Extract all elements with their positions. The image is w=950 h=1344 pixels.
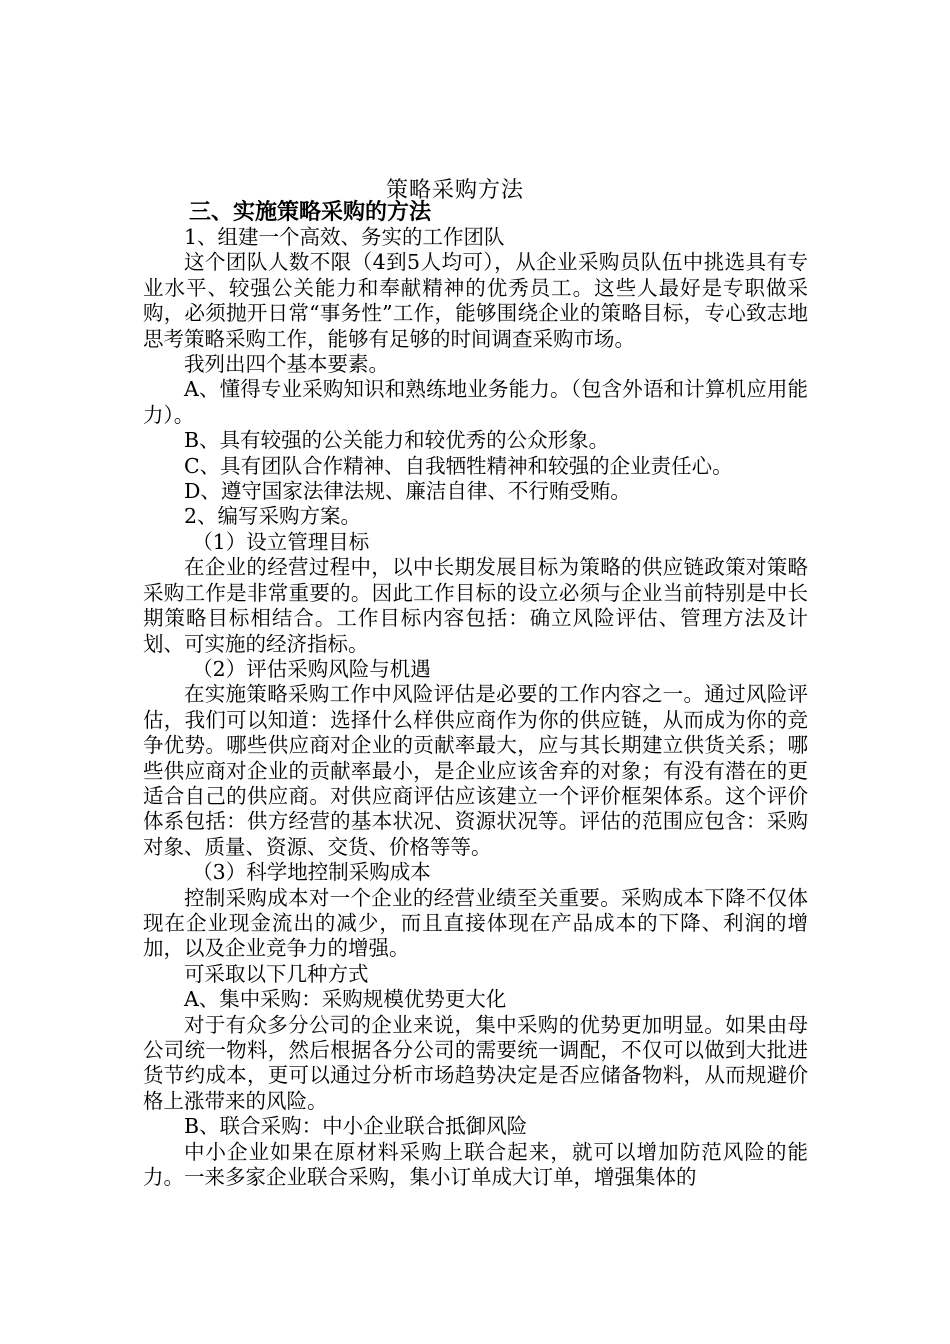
paragraph-joint: 中小企业如果在原材料采购上联合起来，就可以增加防范风险的能力。一来多家企业联合采购，集小订单成大订单，增强集体的 [143, 1139, 808, 1190]
list-item-a: A、懂得专业采购知识和熟练地业务能力。（包含外语和计算机应用能力）。 [143, 377, 808, 427]
list-item-b: B、具有较强的公关能力和较优秀的公众形象。 [184, 428, 610, 453]
document-body [143, 225, 808, 1190]
paragraph-four-elements: 我列出四个基本要素。 [184, 352, 389, 377]
paragraph-team: 这个团队人数不限（4到5人均可），从企业采购员队伍中挑选具有专业水平、较强公关能力和奉献精神的优秀员工。这些人最好是专职做采购，必须抛开日常“事务性”工作，能够围绕企业的策略目标，专心致志地思考策略采购工作，能够有足够的时间调查采购市场。 [143, 250, 808, 351]
method-heading-centralized: A、集中采购：采购规模优势更大化 [184, 987, 507, 1012]
subheading-cost: （3）科学地控制采购成本 [192, 860, 431, 885]
paragraph-risk: 在实施策略采购工作中风险评估是必要的工作内容之一。通过风险评估，我们可以知道：选择什么样供应商作为你的供应链，从而成为你的竞争优势。哪些供应商对企业的贡献率最大，应与其长期建立供货关系；哪些供应商对企业的贡献率最小，是企业应该舍弃的对象；有没有潜在的更适合自己的供应商。对供应商评估应该建立一个评价框架体系。这个评价体系包括：供方经营的基本状况、资源状况等。评估的范围应包含：采购对象、质量、资源、交货、价格等等。 [143, 682, 808, 859]
subheading-goals: （1）设立管理目标 [192, 529, 370, 554]
paragraph-methods: 可采取以下几种方式 [184, 961, 369, 986]
paragraph-centralized: 对于有众多分公司的企业来说，集中采购的优势更加明显。如果由母公司统一物料，然后根据各分公司的需要统一调配，不仅可以做到大批进货节约成本，更可以通过分析市场趋势决定是否应储备物料，从而规避价格上涨带来的风险。 [143, 1012, 808, 1113]
subheading-risk: （2）评估采购风险与机遇 [192, 656, 431, 681]
paragraph-cost: 控制采购成本对一个企业的经营业绩至关重要。采购成本下降不仅体现在企业现金流出的减少，而且直接体现在产品成本的下降、利润的增加，以及企业竞争力的增强。 [143, 885, 808, 961]
list-item-c: C、具有团队合作精神、自我牺牲精神和较强的企业责任心。 [184, 453, 733, 478]
method-heading-joint: B、联合采购：中小企业联合抵御风险 [184, 1114, 528, 1139]
section-heading: 三、实施策略采购的方法 [189, 199, 432, 225]
subheading-plan: 2、编写采购方案。 [184, 504, 362, 529]
subheading-team: 1、组建一个高效、务实的工作团队 [184, 225, 505, 249]
document-title: 策略采购方法 [386, 178, 525, 203]
paragraph-goals: 在企业的经营过程中，以中长期发展目标为策略的供应链政策对策略采购工作是非常重要的。因此工作目标的设立必须与企业当前特别是中长期策略目标相结合。工作目标内容包括：确立风险评估、管理方法及计划、可实施的经济指标。 [143, 555, 808, 656]
list-item-d: D、遵守国家法律法规、廉洁自律、不行贿受贿。 [184, 479, 631, 504]
